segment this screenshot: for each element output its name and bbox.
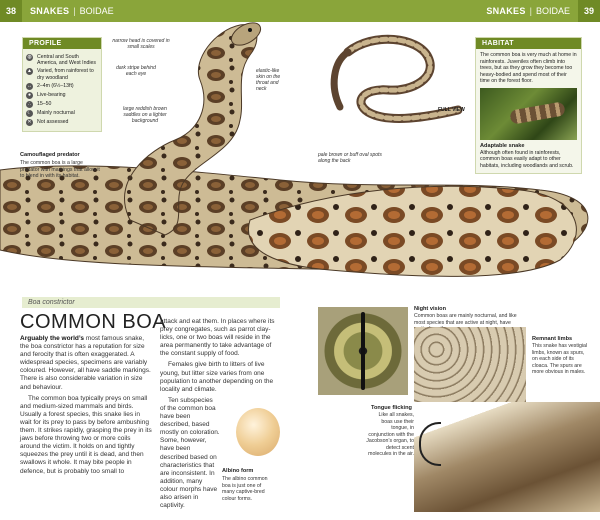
annotation-narrow-head: narrow head is covered in small scales [112,38,170,50]
camouflaged-text: The common boa is a large predator with markings that allow it to blend in with its habitat. [20,160,100,179]
header-right [300,0,600,22]
header-left [0,0,300,22]
status-icon: ✕ [27,118,32,125]
spurs-photo [414,327,526,402]
section-name: SNAKES [30,6,70,16]
body-paragraph: Ten subspecies of the common boa have been described, based mostly on coloration. Some, however, have been described based on characteristics that are inconsistent. In addition, many colour morphs have also arisen in captivity. [160,396,220,510]
annotation-dark-stripe: dark stripe behind each eye [116,65,156,77]
adaptable-title: Adaptable snake [480,142,525,149]
albino-title: Albino form [222,468,254,474]
page-number-right: 39 [578,0,600,22]
profile-item: ☾ Mainly nocturnal [27,109,75,116]
night-vision-text: Common boas are mainly nocturnal, and like most species that are active at night, have [414,313,517,326]
brood-icon: ∴ [27,100,32,107]
profile-item: ▲ Varied, from rainforest to dry woodland [27,68,94,81]
moon-icon: ☾ [27,109,32,116]
profile-item: ∴ 15–50 [27,100,52,107]
profile-title: PROFILE [23,38,101,49]
tongue-text: Like all snakes, boas use their tongue, in conjunction with the Jacobson’s organ, to detect scent molecules in the air. [366,412,414,457]
annotation-pale-spots: pale brown or buff oval spots along the back [318,152,382,164]
camouflaged-title: Camouflaged predator [20,152,80,158]
body-paragraph: The common boa typically preys on small and medium-sized mammals and birds. Usually a forest species, this snake lies in wait for its prey to pass by before ambushing them. It strikes rapidly, grasping the prey in its jaws before throwing two or more coils around the victim. It holds on and tightly squeezes the prey until it is dead, and then swallows it whole. It may bite people in defence, but is probably too small to [20,394,152,475]
globe-icon: ◍ [27,54,32,60]
eye-photo [318,307,408,395]
body-paragraph: Females give birth to litters of live young, but litter size varies from one population to another depending on the locality and climate. [160,361,274,393]
body-column-1 [20,335,152,479]
remnant-limbs-text: This snake has vestigial limbs, known as spurs, on each side of its cloaca. The spurs are more obvious in males. [532,343,588,375]
remnant-limbs-title: Remnant limbs [532,336,573,342]
full-view-snake [318,32,468,142]
habitat-text: The common boa is very much at home in rainforests. Juveniles often climb into trees, but as they grow they become too heavy-bodied and spend most of their time on the forest floor. [480,52,577,84]
profile-item: ↔ 2–4m (6½–13ft) [27,82,74,89]
body-paragraph: Arguably the world’s most famous snake, the boa constrictor has a reputation for size and ferocity that is often exaggerated. A widespread species, specimens are variably coloured. However, all have saddle markings. There is also considerable variation in size and behaviour. [20,335,151,391]
annotation-elastic-skin: elastic-like skin on the throat and neck [256,68,281,92]
family-name: BOIDAE [79,6,114,16]
birth-icon: ● [27,91,32,98]
page-number-left: 38 [0,0,22,22]
header-divider: | [73,6,76,16]
habitat-title: HABITAT [476,38,581,49]
family-name: BOIDAE [535,6,570,16]
habitat-icon: ▲ [27,68,32,75]
profile-item: ✕ Not assessed [27,118,69,125]
profile-item: ● Live-bearing [27,91,66,98]
annotation-saddles: large reddish brown saddles on a lighter background [123,106,167,124]
tongue-photo [414,402,600,512]
page-title: COMMON BOA [20,311,167,333]
habitat-box [475,37,582,174]
species-latin-name: Boa constrictor [22,297,280,308]
tongue-title: Tongue flicking [371,405,412,411]
header-divider: | [529,6,532,16]
profile-list [23,49,101,131]
profile-item: ◍ Central and South America, and West Indies [27,54,97,67]
habitat-photo [480,88,577,140]
profile-box [22,37,102,132]
albino-text: The albino common boa is just one of many captive-bred colour forms. [222,476,268,502]
length-icon: ↔ [27,82,32,89]
section-name: SNAKES [486,6,526,16]
full-view-label: FULL VIEW [438,107,465,113]
night-vision-title: Night vision [414,306,447,312]
albino-snake-photo [236,408,280,456]
body-paragraph: attack and eat them. In places where its prey congregates, such as parrot clay-licks, one or two boas will reside in the area permanently to take advantage of the constant supply of food. [160,318,275,358]
adaptable-text: Although often found in rainforests, common boas easily adapt to other habitats, including woodlands and scrub. [480,149,574,169]
